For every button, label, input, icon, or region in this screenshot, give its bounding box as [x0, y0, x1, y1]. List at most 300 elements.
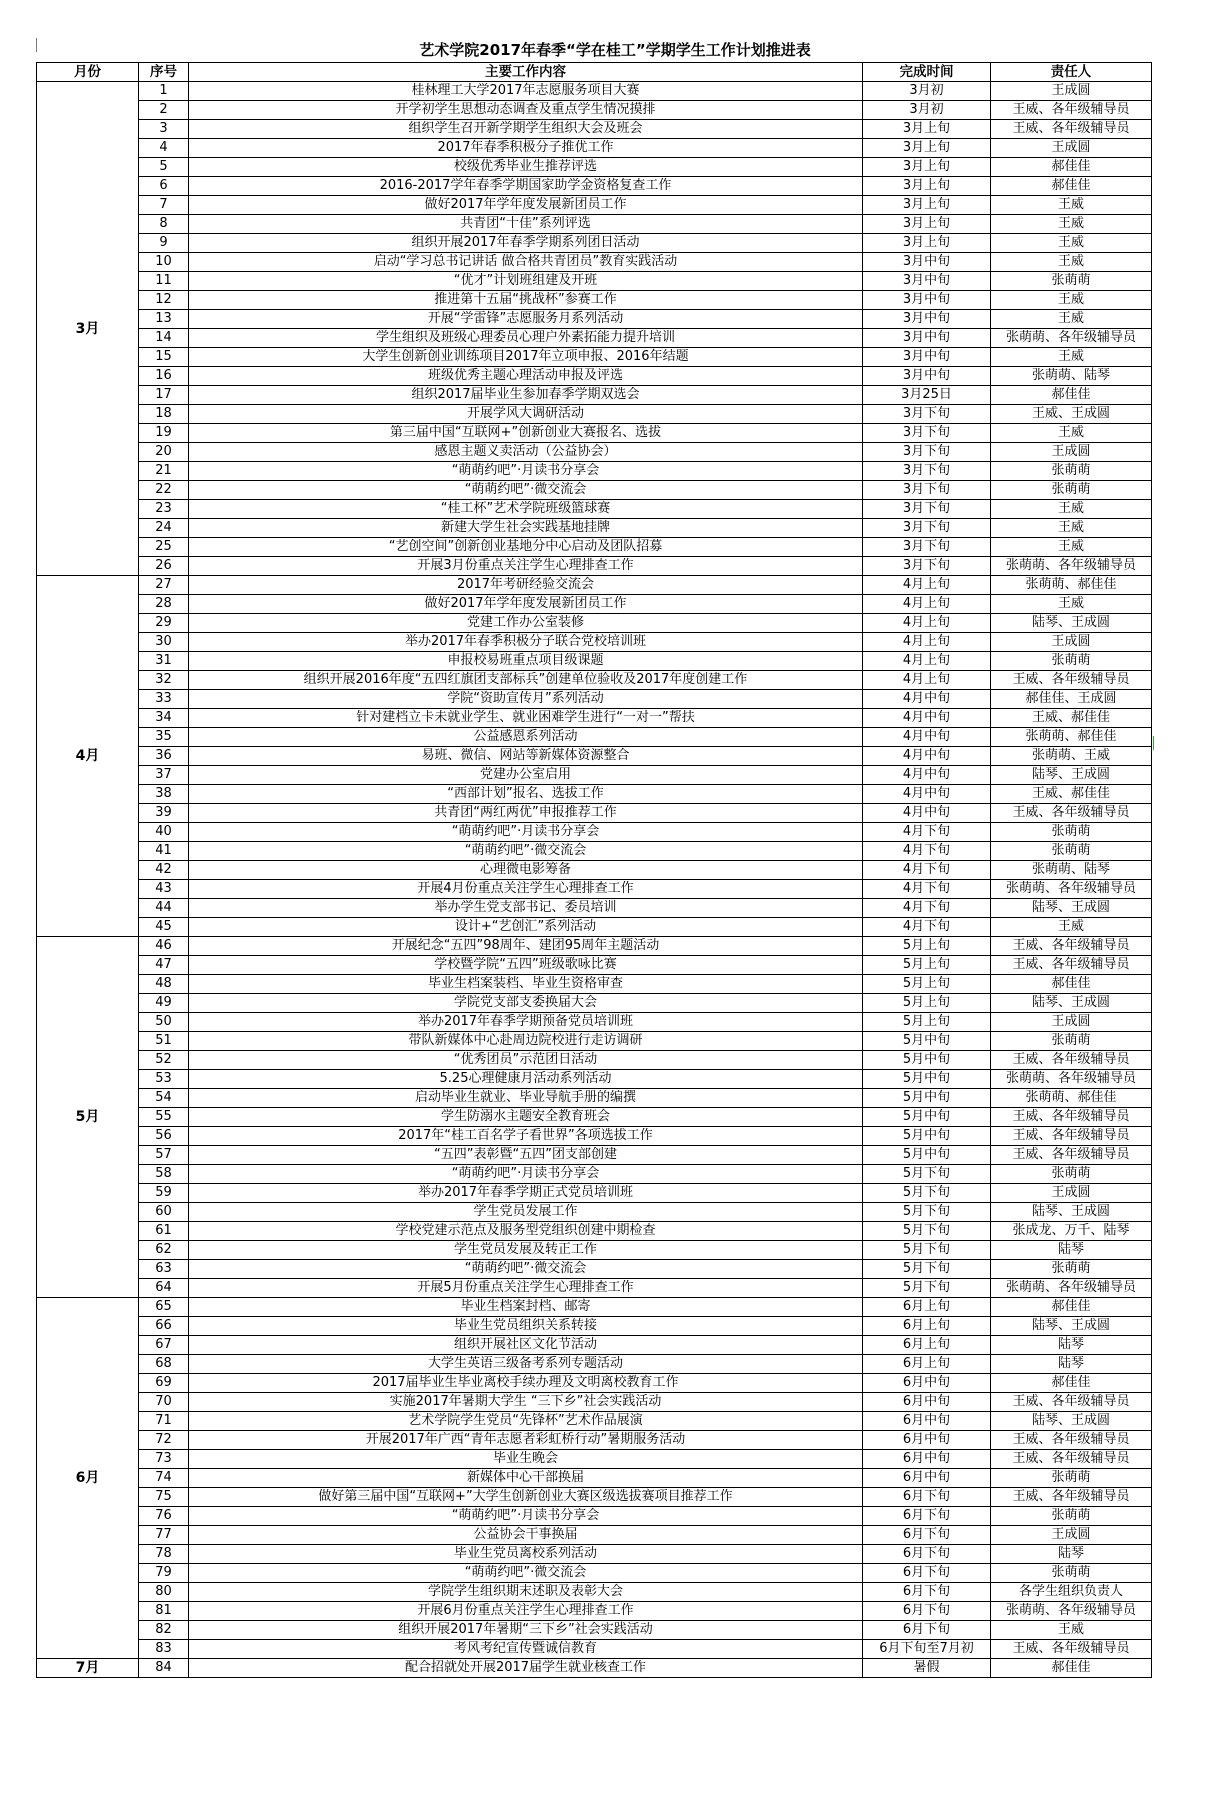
table-row: [37, 215, 1152, 234]
row-number: 2: [139, 101, 189, 120]
task-content: 开展4月份重点关注学生心理排查工作: [189, 880, 863, 899]
task-content: 班级优秀主题心理活动申报及评选: [189, 367, 863, 386]
row-number: 37: [139, 766, 189, 785]
responsible-person: 王成圆: [991, 139, 1152, 158]
row-number: 16: [139, 367, 189, 386]
completion-time: 4月下旬: [863, 880, 991, 899]
task-content: 举办2017年春季积极分子联合党校培训班: [189, 633, 863, 652]
responsible-person: 陆琴、王成圆: [991, 1203, 1152, 1222]
row-number: 17: [139, 386, 189, 405]
responsible-person: 张萌萌、各年级辅导员: [991, 1279, 1152, 1298]
responsible-person: 王威: [991, 595, 1152, 614]
completion-time: 6月下旬: [863, 1583, 991, 1602]
task-content: 启动毕业生就业、毕业导航手册的编撰: [189, 1089, 863, 1108]
completion-time: 4月下旬: [863, 918, 991, 937]
row-number: 50: [139, 1013, 189, 1032]
responsible-person: 王威: [991, 424, 1152, 443]
responsible-person: 王威、各年级辅导员: [991, 1393, 1152, 1412]
cell-cursor-mark: [1153, 736, 1154, 750]
completion-time: 4月中旬: [863, 785, 991, 804]
table-row: [37, 1469, 1152, 1488]
responsible-person: 张萌萌: [991, 652, 1152, 671]
header-row: [37, 63, 1152, 82]
row-number: 83: [139, 1640, 189, 1659]
table-row: [37, 1564, 1152, 1583]
task-content: “萌萌约吧”·月读书分享会: [189, 462, 863, 481]
table-row: [37, 1279, 1152, 1298]
completion-time: 3月下旬: [863, 443, 991, 462]
completion-time: 6月下旬: [863, 1621, 991, 1640]
table-row: [37, 1336, 1152, 1355]
row-number: 15: [139, 348, 189, 367]
row-number: 75: [139, 1488, 189, 1507]
task-content: 开展“学雷锋”志愿服务月系列活动: [189, 310, 863, 329]
row-number: 56: [139, 1127, 189, 1146]
row-number: 82: [139, 1621, 189, 1640]
responsible-person: 郝佳佳: [991, 386, 1152, 405]
table-row: [37, 519, 1152, 538]
completion-time: 3月中旬: [863, 310, 991, 329]
row-number: 33: [139, 690, 189, 709]
row-number: 36: [139, 747, 189, 766]
row-number: 49: [139, 994, 189, 1013]
responsible-person: 王威、各年级辅导员: [991, 1640, 1152, 1659]
table-row: [37, 538, 1152, 557]
task-content: 大学生英语三级备考系列专题活动: [189, 1355, 863, 1374]
table-row: [37, 196, 1152, 215]
task-content: 毕业生党员离校系列活动: [189, 1545, 863, 1564]
row-number: 76: [139, 1507, 189, 1526]
table-row: [37, 823, 1152, 842]
row-number: 26: [139, 557, 189, 576]
task-content: “优秀团员”示范团日活动: [189, 1051, 863, 1070]
completion-time: 3月上旬: [863, 196, 991, 215]
table-row: [37, 1640, 1152, 1659]
completion-time: 6月上旬: [863, 1317, 991, 1336]
responsible-person: 王成圆: [991, 633, 1152, 652]
responsible-person: 王威: [991, 500, 1152, 519]
completion-time: 3月中旬: [863, 348, 991, 367]
task-content: 桂林理工大学2017年志愿服务项目大赛: [189, 82, 863, 101]
responsible-person: 陆琴、王成圆: [991, 1412, 1152, 1431]
table-row: [37, 956, 1152, 975]
task-content: 推进第十五届“挑战杯”参赛工作: [189, 291, 863, 310]
table-row: [37, 804, 1152, 823]
completion-time: 5月下旬: [863, 1222, 991, 1241]
task-content: “艺创空间”创新创业基地分中心启动及团队招募: [189, 538, 863, 557]
row-number: 29: [139, 614, 189, 633]
task-content: 公益协会干事换届: [189, 1526, 863, 1545]
completion-time: 6月下旬: [863, 1564, 991, 1583]
task-content: 党建工作办公室装修: [189, 614, 863, 633]
table-row: [37, 1583, 1152, 1602]
task-content: 学校暨学院“五四”班级歌咏比赛: [189, 956, 863, 975]
row-number: 41: [139, 842, 189, 861]
completion-time: 3月初: [863, 101, 991, 120]
responsible-person: 张萌萌、郝佳佳: [991, 576, 1152, 595]
task-content: “萌萌约吧”·微交流会: [189, 842, 863, 861]
table-row: [37, 348, 1152, 367]
responsible-person: 王威: [991, 234, 1152, 253]
responsible-person: 张萌萌、各年级辅导员: [991, 557, 1152, 576]
responsible-person: 王威、各年级辅导员: [991, 120, 1152, 139]
row-number: 63: [139, 1260, 189, 1279]
row-number: 48: [139, 975, 189, 994]
completion-time: 5月下旬: [863, 1165, 991, 1184]
row-number: 18: [139, 405, 189, 424]
row-number: 32: [139, 671, 189, 690]
task-content: 做好第三届中国“互联网+”大学生创新创业大赛区级选拔赛项目推荐工作: [189, 1488, 863, 1507]
responsible-person: 张萌萌: [991, 842, 1152, 861]
task-content: 针对建档立卡未就业学生、就业困难学生进行“一对一”帮扶: [189, 709, 863, 728]
task-content: 校级优秀毕业生推荐评选: [189, 158, 863, 177]
task-content: 做好2017年学年度发展新团员工作: [189, 595, 863, 614]
completion-time: 6月下旬: [863, 1526, 991, 1545]
row-number: 14: [139, 329, 189, 348]
row-number: 54: [139, 1089, 189, 1108]
responsible-person: 陆琴: [991, 1241, 1152, 1260]
completion-time: 3月下旬: [863, 405, 991, 424]
responsible-person: 张萌萌: [991, 1469, 1152, 1488]
responsible-person: 王威、各年级辅导员: [991, 1108, 1152, 1127]
row-number: 31: [139, 652, 189, 671]
task-content: 2017年“桂工百名学子看世界”各项选拔工作: [189, 1127, 863, 1146]
table-row: [37, 1526, 1152, 1545]
completion-time: 5月下旬: [863, 1184, 991, 1203]
responsible-person: 王威: [991, 519, 1152, 538]
completion-time: 3月上旬: [863, 177, 991, 196]
task-content: “优才”计划班组建及开班: [189, 272, 863, 291]
responsible-person: 王成圆: [991, 443, 1152, 462]
responsible-person: 王威、各年级辅导员: [991, 671, 1152, 690]
responsible-person: 王成圆: [991, 1013, 1152, 1032]
task-content: 2016-2017学年春季学期国家助学金资格复查工作: [189, 177, 863, 196]
row-number: 9: [139, 234, 189, 253]
row-number: 45: [139, 918, 189, 937]
row-number: 65: [139, 1298, 189, 1317]
completion-time: 4月下旬: [863, 899, 991, 918]
table-row: [37, 253, 1152, 272]
completion-time: 4月中旬: [863, 747, 991, 766]
row-number: 7: [139, 196, 189, 215]
responsible-person: 张萌萌、各年级辅导员: [991, 1602, 1152, 1621]
row-number: 55: [139, 1108, 189, 1127]
table-row: [37, 1298, 1152, 1317]
month-cell: 7月: [37, 1659, 139, 1678]
responsible-person: 各学生组织负责人: [991, 1583, 1152, 1602]
responsible-person: 张萌萌: [991, 1564, 1152, 1583]
table-row: [37, 747, 1152, 766]
responsible-person: 王威: [991, 291, 1152, 310]
completion-time: 4月上旬: [863, 576, 991, 595]
completion-time: 4月中旬: [863, 804, 991, 823]
responsible-person: 王威、郝佳佳: [991, 709, 1152, 728]
task-content: 开展2017年广西“青年志愿者彩虹桥行动”暑期服务活动: [189, 1431, 863, 1450]
responsible-person: 王威: [991, 196, 1152, 215]
task-content: 学生党员发展及转正工作: [189, 1241, 863, 1260]
responsible-person: 张萌萌、各年级辅导员: [991, 329, 1152, 348]
task-content: 组织开展2016年度“五四红旗团支部标兵”创建单位验收及2017年度创建工作: [189, 671, 863, 690]
completion-time: 3月下旬: [863, 462, 991, 481]
page-title: 艺术学院2017年春季“学在桂工”学期学生工作计划推进表: [419, 41, 811, 59]
responsible-person: 郝佳佳: [991, 177, 1152, 196]
task-content: “萌萌约吧”·微交流会: [189, 481, 863, 500]
completion-time: 3月下旬: [863, 538, 991, 557]
header-number: 序号: [139, 63, 189, 82]
responsible-person: 王威、各年级辅导员: [991, 804, 1152, 823]
row-number: 58: [139, 1165, 189, 1184]
row-number: 43: [139, 880, 189, 899]
completion-time: 4月上旬: [863, 595, 991, 614]
responsible-person: 张萌萌: [991, 481, 1152, 500]
completion-time: 6月下旬: [863, 1602, 991, 1621]
completion-time: 5月中旬: [863, 1051, 991, 1070]
row-number: 79: [139, 1564, 189, 1583]
completion-time: 5月下旬: [863, 1241, 991, 1260]
table-row: [37, 1241, 1152, 1260]
responsible-person: 郝佳佳: [991, 1298, 1152, 1317]
table-row: [37, 728, 1152, 747]
row-number: 66: [139, 1317, 189, 1336]
table-row: [37, 329, 1152, 348]
month-cell: 6月: [37, 1298, 139, 1659]
responsible-person: 王威、各年级辅导员: [991, 1051, 1152, 1070]
row-number: 84: [139, 1659, 189, 1678]
responsible-person: 郝佳佳: [991, 975, 1152, 994]
table-row: [37, 405, 1152, 424]
completion-time: 3月下旬: [863, 481, 991, 500]
responsible-person: 陆琴、王成圆: [991, 614, 1152, 633]
completion-time: 6月中旬: [863, 1431, 991, 1450]
table-row: [37, 671, 1152, 690]
row-number: 69: [139, 1374, 189, 1393]
table-row: [37, 918, 1152, 937]
table-row: [37, 1488, 1152, 1507]
table-row: [37, 500, 1152, 519]
month-cell: 3月: [37, 82, 139, 576]
completion-time: 6月下旬: [863, 1507, 991, 1526]
header-owner: 责任人: [991, 63, 1152, 82]
table-row: [37, 1412, 1152, 1431]
responsible-person: 张萌萌: [991, 462, 1152, 481]
task-content: “萌萌约吧”·月读书分享会: [189, 823, 863, 842]
row-number: 77: [139, 1526, 189, 1545]
row-number: 40: [139, 823, 189, 842]
table-row: [37, 1032, 1152, 1051]
table-row: [37, 899, 1152, 918]
completion-time: 5月下旬: [863, 1260, 991, 1279]
task-content: 组织2017届毕业生参加春季学期双选会: [189, 386, 863, 405]
table-row: [37, 443, 1152, 462]
task-content: 学生组织及班级心理委员心理户外素拓能力提升培训: [189, 329, 863, 348]
row-number: 70: [139, 1393, 189, 1412]
task-content: 共青团“两红两优”申报推荐工作: [189, 804, 863, 823]
row-number: 62: [139, 1241, 189, 1260]
header-month: 月份: [37, 63, 139, 82]
row-number: 60: [139, 1203, 189, 1222]
responsible-person: 王威、各年级辅导员: [991, 956, 1152, 975]
table-row: [37, 1203, 1152, 1222]
table-row: [37, 82, 1152, 101]
task-content: “萌萌约吧”·月读书分享会: [189, 1507, 863, 1526]
responsible-person: 张萌萌、郝佳佳: [991, 1089, 1152, 1108]
completion-time: 6月上旬: [863, 1336, 991, 1355]
table-row: [37, 595, 1152, 614]
responsible-person: 陆琴: [991, 1355, 1152, 1374]
table-row: [37, 1089, 1152, 1108]
table-row: [37, 1602, 1152, 1621]
table-row: [37, 557, 1152, 576]
row-number: 1: [139, 82, 189, 101]
responsible-person: 王威、各年级辅导员: [991, 1488, 1152, 1507]
task-content: 学院党支部支委换届大会: [189, 994, 863, 1013]
completion-time: 3月下旬: [863, 500, 991, 519]
task-content: 开展3月份重点关注学生心理排查工作: [189, 557, 863, 576]
row-number: 44: [139, 899, 189, 918]
completion-time: 4月中旬: [863, 728, 991, 747]
responsible-person: 王威: [991, 348, 1152, 367]
row-number: 61: [139, 1222, 189, 1241]
task-content: 实施2017年暑期大学生 “三下乡”社会实践活动: [189, 1393, 863, 1412]
row-number: 57: [139, 1146, 189, 1165]
responsible-person: 郝佳佳、王成圆: [991, 690, 1152, 709]
completion-time: 5月上旬: [863, 1013, 991, 1032]
row-number: 8: [139, 215, 189, 234]
responsible-person: 张萌萌: [991, 1260, 1152, 1279]
header-task: 主要工作内容: [189, 63, 863, 82]
task-content: 5.25心理健康月活动系列活动: [189, 1070, 863, 1089]
completion-time: 6月中旬: [863, 1393, 991, 1412]
row-number: 78: [139, 1545, 189, 1564]
completion-time: 6月下旬至7月初: [863, 1640, 991, 1659]
completion-time: 5月中旬: [863, 1108, 991, 1127]
completion-time: 6月中旬: [863, 1374, 991, 1393]
table-row: [37, 291, 1152, 310]
task-content: 举办2017年春季学期正式党员培训班: [189, 1184, 863, 1203]
completion-time: 4月中旬: [863, 766, 991, 785]
task-content: “桂工杯”艺术学院班级篮球赛: [189, 500, 863, 519]
task-content: 毕业生档案封档、邮寄: [189, 1298, 863, 1317]
table-row: [37, 310, 1152, 329]
month-cell: 5月: [37, 937, 139, 1298]
task-content: 考风考纪宣传暨诚信教育: [189, 1640, 863, 1659]
row-number: 72: [139, 1431, 189, 1450]
task-content: 新媒体中心干部换届: [189, 1469, 863, 1488]
row-number: 21: [139, 462, 189, 481]
completion-time: 4月上旬: [863, 652, 991, 671]
table-row: [37, 367, 1152, 386]
task-content: 共青团“十佳”系列评选: [189, 215, 863, 234]
responsible-person: 王威、王成圆: [991, 405, 1152, 424]
completion-time: 3月下旬: [863, 519, 991, 538]
responsible-person: 陆琴: [991, 1545, 1152, 1564]
table-row: [37, 139, 1152, 158]
responsible-person: 王威: [991, 310, 1152, 329]
table-row: [37, 709, 1152, 728]
responsible-person: 张萌萌: [991, 272, 1152, 291]
table-row: [37, 1545, 1152, 1564]
row-number: 80: [139, 1583, 189, 1602]
table-row: [37, 880, 1152, 899]
completion-time: 4月中旬: [863, 690, 991, 709]
responsible-person: 郝佳佳: [991, 1374, 1152, 1393]
task-content: 开展5月份重点关注学生心理排查工作: [189, 1279, 863, 1298]
row-number: 12: [139, 291, 189, 310]
row-number: 74: [139, 1469, 189, 1488]
completion-time: 5月上旬: [863, 956, 991, 975]
responsible-person: 王威、各年级辅导员: [991, 1450, 1152, 1469]
table-row: [37, 1507, 1152, 1526]
table-row: [37, 386, 1152, 405]
completion-time: 5月中旬: [863, 1127, 991, 1146]
task-content: 带队新媒体中心赴周边院校进行走访调研: [189, 1032, 863, 1051]
responsible-person: 张萌萌: [991, 823, 1152, 842]
completion-time: 3月下旬: [863, 424, 991, 443]
completion-time: 3月上旬: [863, 234, 991, 253]
table-row: [37, 994, 1152, 1013]
completion-time: 4月下旬: [863, 861, 991, 880]
table-row: [37, 937, 1152, 956]
task-content: 2017年考研经验交流会: [189, 576, 863, 595]
month-cell: 4月: [37, 576, 139, 937]
task-content: 做好2017年学年度发展新团员工作: [189, 196, 863, 215]
row-number: 4: [139, 139, 189, 158]
row-number: 67: [139, 1336, 189, 1355]
table-row: [37, 576, 1152, 595]
table-row: [37, 1431, 1152, 1450]
row-number: 23: [139, 500, 189, 519]
responsible-person: 张萌萌、陆琴: [991, 861, 1152, 880]
responsible-person: 王威、各年级辅导员: [991, 101, 1152, 120]
completion-time: 3月初: [863, 82, 991, 101]
task-content: 毕业生档案装档、毕业生资格审查: [189, 975, 863, 994]
row-number: 3: [139, 120, 189, 139]
table-row: [37, 481, 1152, 500]
table-row: [37, 177, 1152, 196]
task-content: 公益感恩系列活动: [189, 728, 863, 747]
task-content: 设计+“艺创汇”系列活动: [189, 918, 863, 937]
row-number: 42: [139, 861, 189, 880]
task-content: 组织开展社区文化节活动: [189, 1336, 863, 1355]
table-row: [37, 975, 1152, 994]
row-number: 24: [139, 519, 189, 538]
table-row: [37, 272, 1152, 291]
table-row: [37, 1051, 1152, 1070]
table-row: [37, 1260, 1152, 1279]
table-row: [37, 1127, 1152, 1146]
row-number: 19: [139, 424, 189, 443]
task-content: 组织开展2017年春季学期系列团日活动: [189, 234, 863, 253]
table-row: [37, 1108, 1152, 1127]
task-content: 组织开展2017年暑期“三下乡”社会实践活动: [189, 1621, 863, 1640]
responsible-person: 王成圆: [991, 1184, 1152, 1203]
table-row: [37, 1659, 1152, 1678]
row-number: 30: [139, 633, 189, 652]
responsible-person: 张萌萌、王威: [991, 747, 1152, 766]
row-number: 53: [139, 1070, 189, 1089]
row-number: 47: [139, 956, 189, 975]
table-row: [37, 614, 1152, 633]
task-content: 学生防溺水主题安全教育班会: [189, 1108, 863, 1127]
completion-time: 3月中旬: [863, 329, 991, 348]
responsible-person: 陆琴、王成圆: [991, 766, 1152, 785]
task-content: 举办2017年春季学期预备党员培训班: [189, 1013, 863, 1032]
completion-time: 6月下旬: [863, 1545, 991, 1564]
completion-time: 5月中旬: [863, 1146, 991, 1165]
task-content: 学院“资助宣传月”系列活动: [189, 690, 863, 709]
responsible-person: 王威、郝佳佳: [991, 785, 1152, 804]
row-number: 39: [139, 804, 189, 823]
